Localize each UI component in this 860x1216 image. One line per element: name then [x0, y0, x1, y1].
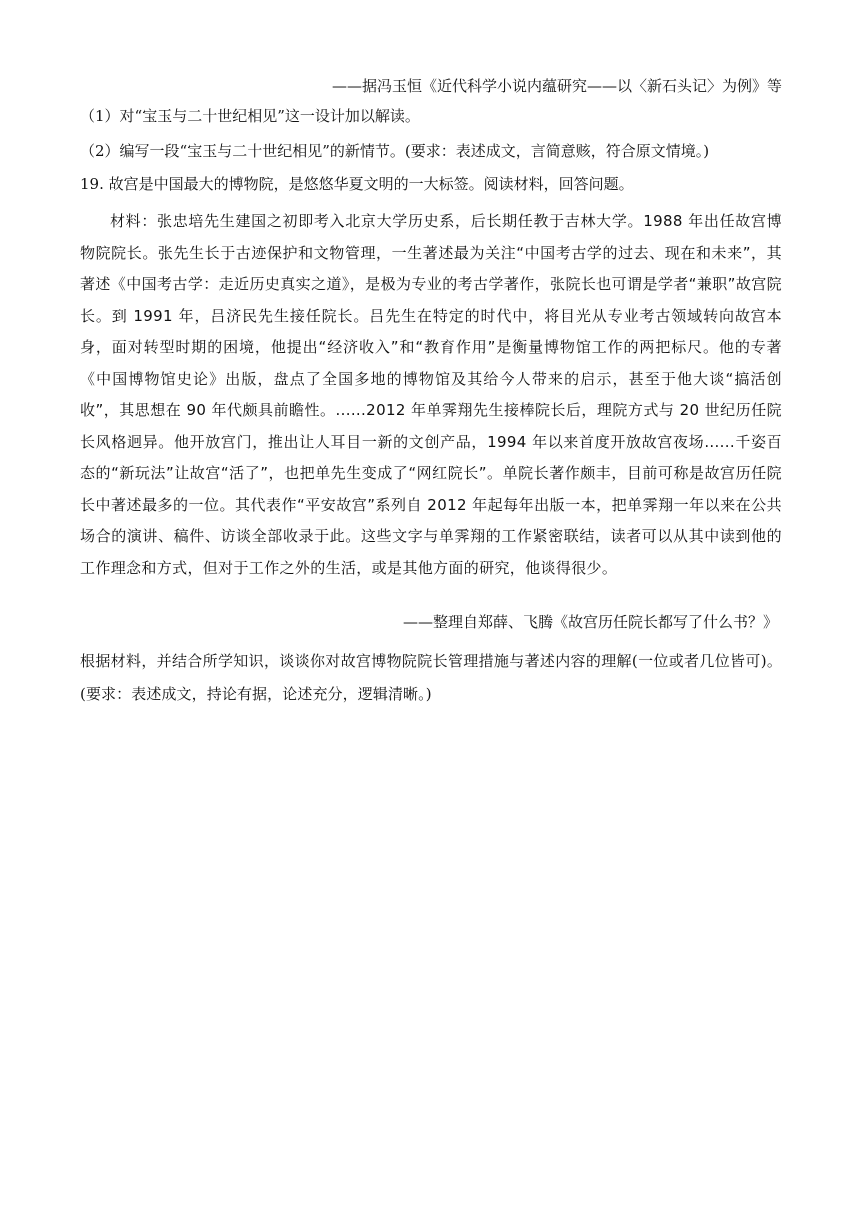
sub-question-2: （2）编写一段“宝玉与二十世纪相见”的新情节。(要求：表述成文，言简意赅，符合原文情境。)	[80, 142, 710, 160]
source-citation-bottom: ——整理自郑薛、飞腾《故宫历任院长都写了什么书？》	[402, 613, 778, 631]
question-19: 19. 故宫是中国最大的博物院，是悠悠华夏文明的一大标签。阅读材料，回答问题。	[80, 175, 634, 193]
material-paragraph: 材料：张忠培先生建国之初即考入北京大学历史系，后长期任教于吉林大学。1988 年出任故宫博物院院长。张先生长于古迹保护和文物管理，一生著述最为关注“中国考古学的过去、现在和未来”，其著述《中国考古学：走近历史真实之道》，是极为专业的考古学著作，张院长也可谓是学者“兼职”故宫院长。到 1991 年，吕济民先生接任院长。吕先生在特定的时代中，将目光从专业考古领域转向故宫本身，面对转型时期的困境，他提出“经济收入”和“教育作用”是衡量博物馆工作的两把标尺。他的专著《中国博物馆史论》出版，盘点了全国多地的博物馆及其给今人带来的启示，甚至于他大谈“搞活创收”，其思想在 90 年代颇具前瞻性。......2012 年单霁翔先生接棒院长后，理院方式与 20 世纪历任院长风格迥异。他开放宫门，推出让人耳目一新的文创产品，1994 年以来首度开放故宫夜场......千姿百态的“新玩法”让故宫“活了”，也把单先生变成了“网红院长”。单院长著作颇丰，目前可称是故宫历任院长中著述最多的一位。其代表作“平安故宫”系列自 2012 年起每年出版一本，把单霁翔一年以来在公共场合的演讲、稿件、访谈全部收录于此。这些文字与单霁翔的工作紧密联结，读者可以从其中读到他的工作理念和方式，但对于工作之外的生活，或是其他方面的研究，他谈得很少。	[80, 212, 782, 577]
question-instruction: 根据材料，并结合所学知识，谈谈你对故宫博物院院长管理措施与著述内容的理解(一位或者几位皆可)。(要求：表述成文，持论有据，论述充分，逻辑清晰。)	[80, 652, 782, 703]
source-citation-top: ——据冯玉恒《近代科学小说内蕴研究——以〈新石头记〉为例》等	[331, 77, 782, 95]
sub-question-1: （1）对“宝玉与二十世纪相见”这一设计加以解读。	[80, 107, 420, 125]
